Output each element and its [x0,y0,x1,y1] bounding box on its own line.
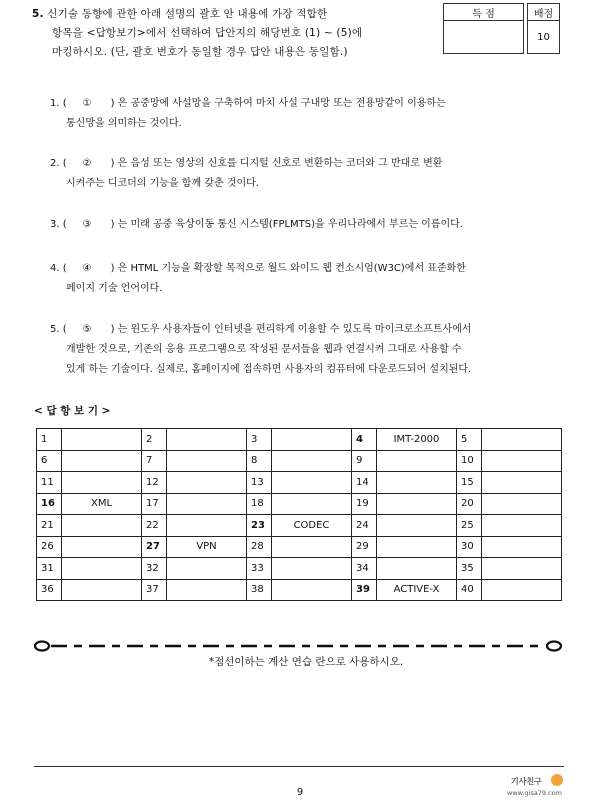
item-2 [50,154,442,169]
item-text-line-2: 페이지 기술 언어이다. [66,283,163,294]
calc-note: *점선이하는 계산 연습 란으로 사용하시오. [208,656,404,668]
option-number: 17 [142,493,167,515]
logo-url: www.gisa79.com [507,789,562,797]
option-value [272,450,352,472]
item-number: 5. [50,324,60,335]
option-value [482,579,562,601]
item-text-line-1: ) 은 공중망에 사설망을 구축하여 마치 사설 구내망 또는 전용망같이 이용하는 [110,98,446,109]
option-number: 36 [37,579,62,601]
item-blank-space [92,263,111,274]
option-number: 1 [37,429,62,451]
table-row [37,493,562,515]
option-value [167,515,247,537]
table-row [37,515,562,537]
item-number: 1. [50,98,60,109]
option-number: 2 [142,429,167,451]
option-value [377,515,457,537]
option-number: 23 [247,515,272,537]
item-5 [50,320,472,335]
item-3 [50,215,463,230]
option-value [482,429,562,451]
item-1 [50,94,446,109]
option-value [62,472,142,494]
option-number: 13 [247,472,272,494]
option-value [272,536,352,558]
question-line-1: 신기술 동향에 관한 아래 설명의 괄호 안 내용에 가장 적합한 [47,8,328,20]
option-value [167,579,247,601]
question-line-3: 마킹하시오. (단, 괄호 번호가 동일할 경우 답안 내용은 동일함.) [52,46,348,58]
option-number: 19 [352,493,377,515]
option-value [482,493,562,515]
item-mark: ④ [82,263,92,274]
option-value: XML [62,493,142,515]
item-mark: ② [82,158,92,169]
option-number: 32 [142,558,167,580]
option-number: 34 [352,558,377,580]
option-number: 9 [352,450,377,472]
item-mark: ⑤ [82,324,92,335]
answer-heading: < 답 항 보 기 > [34,405,111,417]
option-number: 39 [352,579,377,601]
option-value [62,515,142,537]
item-text-line-2: 통신망을 의미하는 것이다. [66,118,182,129]
option-number: 22 [142,515,167,537]
score-label: 득 점 [444,4,523,21]
option-number: 40 [457,579,482,601]
option-number: 11 [37,472,62,494]
item-text-line-1: ) 은 음성 또는 영상의 신호를 디지털 신호로 변환하는 코더와 그 반대로 변환 [110,158,443,169]
option-value [272,472,352,494]
dashed-separator [33,638,563,654]
option-number: 20 [457,493,482,515]
answer-table [36,428,562,601]
question-line-2: 항목을 <답항보기>에서 선택하여 답안지의 해당번호 (1) ~ (5)에 [52,27,363,39]
option-value [377,536,457,558]
option-value [62,450,142,472]
logo-brand: 기사친구 [511,777,542,786]
option-number: 26 [37,536,62,558]
table-row [37,450,562,472]
option-number: 29 [352,536,377,558]
option-value [482,515,562,537]
table-row [37,472,562,494]
option-number: 4 [352,429,377,451]
question-header [32,6,327,21]
item-blank-open: ( [59,324,83,335]
option-value: CODEC [272,515,352,537]
item-blank-open: ( [59,158,83,169]
option-number: 25 [457,515,482,537]
option-number: 35 [457,558,482,580]
option-value [167,472,247,494]
item-text-line-3: 있게 하는 기술이다. 실제로, 홈페이지에 접속하면 사용자의 컴퓨터에 다운로드되어 설치된다. [66,364,472,375]
points-value: 10 [537,31,550,43]
item-number: 4. [50,263,60,274]
option-number: 6 [37,450,62,472]
option-number: 28 [247,536,272,558]
option-value [167,558,247,580]
option-number: 7 [142,450,167,472]
option-number: 21 [37,515,62,537]
option-value [62,558,142,580]
option-number: 37 [142,579,167,601]
item-4 [50,259,466,274]
option-value [377,472,457,494]
option-number: 12 [142,472,167,494]
option-number: 14 [352,472,377,494]
option-value [167,450,247,472]
item-number: 3. [50,219,60,230]
option-number: 8 [247,450,272,472]
option-value [167,429,247,451]
item-text-line-1: ) 는 윈도우 사용자들이 인터넷을 편리하게 이용할 수 있도록 마이크로소프트사에서 [110,324,472,335]
table-row [37,536,562,558]
item-text-line-1: ) 은 HTML 기능을 확장할 목적으로 월드 와이드 웹 컨소시엄(W3C)에서 표준화한 [110,263,466,274]
item-blank-space [92,324,111,335]
table-row [37,429,562,451]
logo-badge-icon [551,774,563,786]
option-value: ACTIVE-X [377,579,457,601]
option-value [482,536,562,558]
option-value [272,579,352,601]
option-value [62,429,142,451]
option-value [272,429,352,451]
option-number: 24 [352,515,377,537]
item-blank-space [92,219,111,230]
option-value [377,558,457,580]
item-mark: ① [82,98,92,109]
option-number: 5 [457,429,482,451]
option-value [167,493,247,515]
option-value: IMT-2000 [377,429,457,451]
option-number: 30 [457,536,482,558]
table-row [37,558,562,580]
points-label: 배점 [528,4,559,21]
option-number: 38 [247,579,272,601]
option-value [482,450,562,472]
option-value [62,536,142,558]
option-number: 15 [457,472,482,494]
question-number: 5. [32,8,44,20]
option-value [482,472,562,494]
item-blank-space [92,158,111,169]
option-value [377,493,457,515]
option-number: 10 [457,450,482,472]
item-text-line-2: 시켜주는 디코더의 기능을 함께 갖춘 것이다. [66,178,259,189]
points-box [527,3,560,54]
option-value [62,579,142,601]
footer-line [34,766,564,767]
option-number: 27 [142,536,167,558]
item-mark: ③ [82,219,92,230]
page-number: 9 [296,787,304,798]
item-text-line-1: ) 는 미래 공중 육상이동 통신 시스템(FPLMTS)을 우리나라에서 부르는 이름이다. [110,219,463,230]
option-number: 3 [247,429,272,451]
item-text-line-2: 개발한 것으로, 기존의 응용 프로그램으로 작성된 문서들을 웹과 연결시켜 그대로 사용할 수 [66,344,462,355]
option-value [272,493,352,515]
item-blank-open: ( [59,263,83,274]
option-number: 31 [37,558,62,580]
item-blank-open: ( [59,219,83,230]
option-value: VPN [167,536,247,558]
option-number: 18 [247,493,272,515]
item-number: 2. [50,158,60,169]
option-value [377,450,457,472]
option-number: 33 [247,558,272,580]
option-value [482,558,562,580]
table-row [37,579,562,601]
score-box [443,3,524,54]
option-number: 16 [37,493,62,515]
item-blank-space [92,98,111,109]
item-blank-open: ( [59,98,83,109]
logo [507,774,565,800]
option-value [272,558,352,580]
